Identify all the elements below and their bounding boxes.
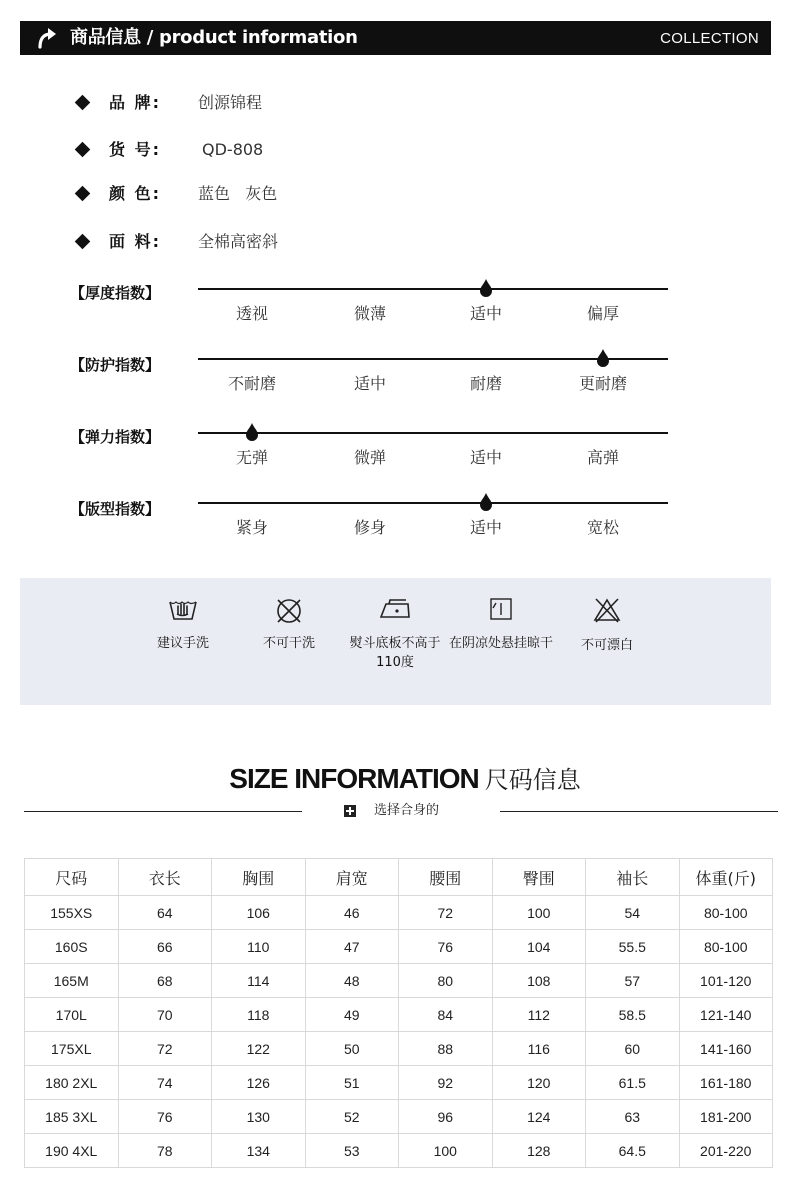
- size-table-cell: 201-220: [679, 1134, 773, 1168]
- size-table-row: [25, 930, 773, 964]
- curved-arrow-icon: [34, 26, 58, 50]
- index-option: 紧身: [235, 518, 268, 537]
- size-table-cell: 55.5: [586, 930, 680, 964]
- size-table-cell: 130: [212, 1100, 306, 1134]
- size-table-cell: 155XS: [25, 896, 119, 930]
- hand-wash-icon: [168, 596, 198, 622]
- size-table-cell: 76: [399, 930, 493, 964]
- size-table-cell: 110: [212, 930, 306, 964]
- plus-icon: [344, 805, 356, 817]
- size-table-cell: 54: [586, 896, 680, 930]
- care-label: 熨斗底板不高于110度: [349, 636, 441, 670]
- care-item: [128, 596, 238, 653]
- size-table-row: [25, 1100, 773, 1134]
- index-name: 【版型指数】: [70, 500, 161, 518]
- index-option: 宽松: [586, 518, 619, 537]
- index-option: 适中: [469, 518, 502, 537]
- size-table-header: 胸围: [212, 859, 306, 896]
- size-table-cell: 114: [212, 964, 306, 998]
- spec-label: 面 料:: [109, 232, 161, 251]
- size-table-header: 尺码: [25, 859, 119, 896]
- spec-row-brand: [74, 92, 474, 116]
- size-table-header: 衣长: [118, 859, 212, 896]
- index-option: 适中: [469, 304, 502, 323]
- size-subtitle-text: 选择合身的: [374, 803, 440, 818]
- size-table-cell: 175XL: [25, 1032, 119, 1066]
- size-table-cell: 48: [305, 964, 399, 998]
- size-table-cell: 58.5: [586, 998, 680, 1032]
- size-table-cell: 190 4XL: [25, 1134, 119, 1168]
- size-table-cell: 161-180: [679, 1066, 773, 1100]
- index-thickness: [70, 283, 680, 333]
- size-table: [24, 858, 773, 1168]
- iron-icon: [378, 596, 412, 622]
- size-table-cell: 108: [492, 964, 586, 998]
- spec-label: 颜 色:: [109, 184, 161, 203]
- size-table-cell: 68: [118, 964, 212, 998]
- index-scale-line: [198, 432, 668, 434]
- spec-value: 创源锦程: [198, 93, 263, 112]
- size-table-row: [25, 1066, 773, 1100]
- index-option: 偏厚: [586, 304, 619, 323]
- care-instructions-panel: [20, 578, 771, 705]
- size-title-en: SIZE INFORMATION: [229, 763, 479, 794]
- spec-label: 品 牌:: [109, 93, 161, 112]
- index-name: 【弹力指数】: [70, 428, 161, 446]
- size-table-cell: 80-100: [679, 930, 773, 964]
- index-option: 耐磨: [469, 374, 502, 393]
- size-table-cell: 80-100: [679, 896, 773, 930]
- size-table-header-row: [25, 859, 773, 896]
- size-table-cell: 134: [212, 1134, 306, 1168]
- size-table-cell: 121-140: [679, 998, 773, 1032]
- size-section-title: [0, 760, 790, 795]
- index-option: 不耐磨: [227, 374, 276, 393]
- spec-value: QD-808: [202, 140, 264, 159]
- spec-value: 蓝色 灰色: [198, 184, 278, 203]
- care-label: 不可漂白: [580, 638, 633, 653]
- index-option: 高弹: [586, 448, 619, 467]
- care-label: 不可干洗: [262, 636, 315, 651]
- size-table-cell: 57: [586, 964, 680, 998]
- size-table-header: 肩宽: [305, 859, 399, 896]
- header-bar: [20, 21, 771, 55]
- size-table-cell: 160S: [25, 930, 119, 964]
- care-item: [552, 596, 662, 655]
- size-table-cell: 126: [212, 1066, 306, 1100]
- care-item: [234, 596, 344, 653]
- size-table-cell: 116: [492, 1032, 586, 1066]
- selection-drop-marker: [479, 278, 493, 298]
- index-option: 更耐磨: [578, 374, 627, 393]
- spec-value: 全棉高密斜: [198, 232, 279, 251]
- diamond-bullet-icon: [75, 186, 91, 202]
- index-option: 适中: [353, 374, 386, 393]
- size-table-cell: 181-200: [679, 1100, 773, 1134]
- size-table-cell: 84: [399, 998, 493, 1032]
- size-table-cell: 49: [305, 998, 399, 1032]
- no-bleach-icon: [592, 596, 622, 624]
- selection-drop-marker: [479, 492, 493, 512]
- size-table-cell: 170L: [25, 998, 119, 1032]
- no-dry-clean-icon: [274, 596, 304, 626]
- size-table-cell: 128: [492, 1134, 586, 1168]
- size-table-cell: 60: [586, 1032, 680, 1066]
- index-option: 透视: [235, 304, 268, 323]
- size-table-cell: 185 3XL: [25, 1100, 119, 1134]
- size-table-cell: 88: [399, 1032, 493, 1066]
- size-table-cell: 53: [305, 1134, 399, 1168]
- size-title-cn: 尺码信息: [484, 766, 581, 794]
- size-table-cell: 120: [492, 1066, 586, 1100]
- size-table-row: [25, 1134, 773, 1168]
- size-table-cell: 124: [492, 1100, 586, 1134]
- index-option: 无弹: [235, 448, 268, 467]
- size-table-cell: 96: [399, 1100, 493, 1134]
- diamond-bullet-icon: [75, 142, 91, 158]
- index-protection: [70, 355, 680, 405]
- size-table-cell: 118: [212, 998, 306, 1032]
- size-table-row: [25, 964, 773, 998]
- size-table-cell: 51: [305, 1066, 399, 1100]
- care-label: 建议手洗: [156, 636, 209, 651]
- size-table-cell: 78: [118, 1134, 212, 1168]
- care-item: [340, 596, 450, 672]
- diamond-bullet-icon: [75, 95, 91, 111]
- index-elasticity: [70, 427, 680, 477]
- size-table-header: 袖长: [586, 859, 680, 896]
- size-table-header: 臀围: [492, 859, 586, 896]
- index-name: 【厚度指数】: [70, 284, 161, 302]
- index-fit: [70, 499, 680, 549]
- size-table-cell: 72: [118, 1032, 212, 1066]
- size-table-cell: 52: [305, 1100, 399, 1134]
- selection-drop-marker: [596, 348, 610, 368]
- size-table-cell: 47: [305, 930, 399, 964]
- size-table-cell: 50: [305, 1032, 399, 1066]
- size-table-cell: 70: [118, 998, 212, 1032]
- size-table-cell: 80: [399, 964, 493, 998]
- index-option: 微弹: [353, 448, 386, 467]
- size-table-row: [25, 896, 773, 930]
- size-table-row: [25, 1032, 773, 1066]
- size-table-cell: 61.5: [586, 1066, 680, 1100]
- index-option: 微薄: [353, 304, 386, 323]
- size-table-cell: 46: [305, 896, 399, 930]
- selection-drop-marker: [245, 422, 259, 442]
- spec-row-item-number: [74, 139, 474, 163]
- line-dry-shade-icon: [488, 596, 514, 622]
- divider-right: [500, 811, 778, 812]
- size-table-cell: 104: [492, 930, 586, 964]
- index-scale-line: [198, 288, 668, 290]
- size-table-cell: 66: [118, 930, 212, 964]
- size-table-cell: 72: [399, 896, 493, 930]
- collection-label: COLLECTION: [660, 30, 759, 47]
- index-name: 【防护指数】: [70, 356, 161, 374]
- size-table-cell: 112: [492, 998, 586, 1032]
- care-item: [446, 596, 556, 653]
- header-title: 商品信息 / product information: [70, 27, 358, 48]
- size-table-cell: 122: [212, 1032, 306, 1066]
- size-table-cell: 64.5: [586, 1134, 680, 1168]
- size-table-cell: 100: [492, 896, 586, 930]
- size-table-header: 腰围: [399, 859, 493, 896]
- size-table-cell: 76: [118, 1100, 212, 1134]
- size-table-row: [25, 998, 773, 1032]
- size-table-cell: 106: [212, 896, 306, 930]
- index-scale-line: [198, 502, 668, 504]
- size-table-cell: 64: [118, 896, 212, 930]
- spec-row-color: [74, 183, 474, 207]
- care-label: 在阴凉处悬挂晾干: [448, 636, 553, 651]
- spec-row-fabric: [74, 231, 474, 255]
- size-table-cell: 165M: [25, 964, 119, 998]
- size-table-cell: 100: [399, 1134, 493, 1168]
- size-table-cell: 74: [118, 1066, 212, 1100]
- size-table-cell: 141-160: [679, 1032, 773, 1066]
- index-option: 修身: [353, 518, 386, 537]
- index-option: 适中: [469, 448, 502, 467]
- size-table-cell: 180 2XL: [25, 1066, 119, 1100]
- size-table-header: 体重(斤): [679, 859, 773, 896]
- divider-left: [24, 811, 302, 812]
- spec-label: 货 号:: [109, 140, 161, 159]
- diamond-bullet-icon: [75, 234, 91, 250]
- size-table-cell: 101-120: [679, 964, 773, 998]
- size-table-cell: 63: [586, 1100, 680, 1134]
- size-table-cell: 92: [399, 1066, 493, 1100]
